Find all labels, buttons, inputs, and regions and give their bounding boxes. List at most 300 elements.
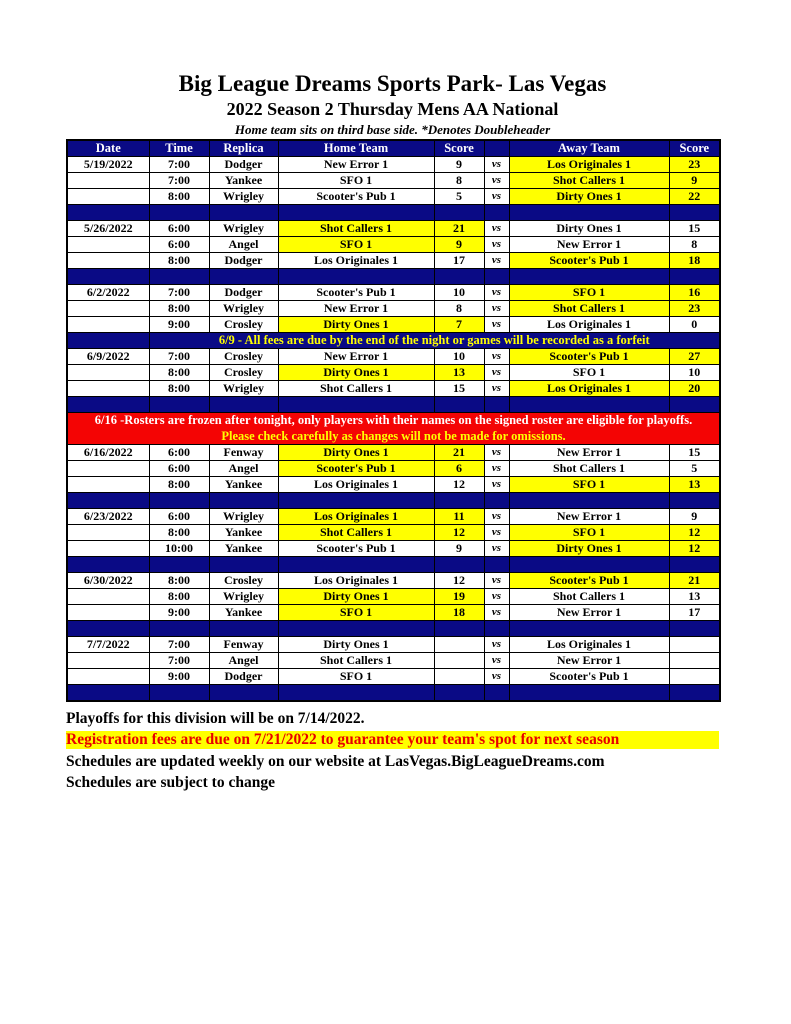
- separator-row: [67, 557, 720, 573]
- replica-cell: Yankee: [209, 525, 278, 541]
- home-score-cell: 18: [434, 605, 484, 621]
- time-cell: 7:00: [149, 285, 209, 301]
- away-score-cell: 8: [669, 237, 720, 253]
- away-score-cell: 12: [669, 525, 720, 541]
- time-cell: 7:00: [149, 637, 209, 653]
- away-score-cell: 17: [669, 605, 720, 621]
- col-header-away-team: Away Team: [509, 140, 669, 157]
- separator-cell: [434, 493, 484, 509]
- page-title: Big League Dreams Sports Park- Las Vegas: [178, 71, 607, 96]
- col-header-away-score: Score: [669, 140, 720, 157]
- time-cell: 6:00: [149, 221, 209, 237]
- home-score-cell: [434, 669, 484, 685]
- home-team-cell: Scooter's Pub 1: [278, 461, 434, 477]
- home-score-cell: 9: [434, 237, 484, 253]
- separator-cell: [509, 397, 669, 413]
- away-score-cell: 23: [669, 157, 720, 173]
- home-score-cell: 8: [434, 173, 484, 189]
- away-score-cell: 15: [669, 445, 720, 461]
- away-score-cell: 9: [669, 173, 720, 189]
- home-team-cell: Los Originales 1: [278, 477, 434, 493]
- away-team-cell: New Error 1: [509, 509, 669, 525]
- separator-cell: [484, 557, 509, 573]
- separator-cell: [209, 621, 278, 637]
- away-score-cell: 12: [669, 541, 720, 557]
- separator-cell: [67, 557, 149, 573]
- vs-label: vs: [484, 669, 509, 685]
- separator-cell: [509, 557, 669, 573]
- vs-label: vs: [484, 445, 509, 461]
- game-row: [67, 349, 720, 365]
- date-cell: [67, 653, 149, 669]
- separator-row: [67, 621, 720, 637]
- home-team-cell: Dirty Ones 1: [278, 589, 434, 605]
- separator-cell: [669, 397, 720, 413]
- away-team-cell: Shot Callers 1: [509, 173, 669, 189]
- time-cell: 6:00: [149, 509, 209, 525]
- game-row: [67, 301, 720, 317]
- separator-cell: [67, 621, 149, 637]
- separator-cell: [509, 269, 669, 285]
- home-team-cell: New Error 1: [278, 349, 434, 365]
- separator-row: [67, 493, 720, 509]
- separator-cell: [209, 557, 278, 573]
- home-team-note: Home team sits on third base side. *Denotes Doubleheader: [234, 122, 551, 137]
- vs-label: vs: [484, 285, 509, 301]
- home-team-cell: Shot Callers 1: [278, 525, 434, 541]
- separator-cell: [209, 493, 278, 509]
- time-cell: 8:00: [149, 189, 209, 205]
- col-header-home-team: Home Team: [278, 140, 434, 157]
- col-header-home-score: Score: [434, 140, 484, 157]
- game-row: [67, 317, 720, 333]
- away-score-cell: 20: [669, 381, 720, 397]
- separator-cell: [434, 685, 484, 702]
- time-cell: 8:00: [149, 301, 209, 317]
- game-row: [67, 189, 720, 205]
- separator-cell: [484, 397, 509, 413]
- date-cell: 6/16/2022: [67, 445, 149, 461]
- away-score-cell: 22: [669, 189, 720, 205]
- separator-cell: [149, 269, 209, 285]
- game-row: [67, 445, 720, 461]
- separator-row: [67, 205, 720, 221]
- date-cell: [67, 461, 149, 477]
- game-row: [67, 461, 720, 477]
- home-team-cell: Dirty Ones 1: [278, 445, 434, 461]
- vs-label: vs: [484, 253, 509, 269]
- home-score-cell: 5: [434, 189, 484, 205]
- replica-cell: Wrigley: [209, 189, 278, 205]
- vs-label: vs: [484, 541, 509, 557]
- time-cell: 8:00: [149, 525, 209, 541]
- home-team-cell: SFO 1: [278, 669, 434, 685]
- time-cell: 8:00: [149, 381, 209, 397]
- fees-banner-date-cell: [67, 333, 149, 349]
- roster-banner-line1: 6/16 -Rosters are frozen after tonight, only players with their names on the signed roster are eligible for playoffs.: [94, 413, 693, 427]
- roster-banner-line2: Please check carefully as changes will not be made for omissions.: [221, 428, 566, 443]
- vs-label: vs: [484, 573, 509, 589]
- vs-label: vs: [484, 157, 509, 173]
- home-team-cell: Dirty Ones 1: [278, 365, 434, 381]
- separator-cell: [67, 685, 149, 702]
- time-cell: 8:00: [149, 477, 209, 493]
- replica-cell: Yankee: [209, 173, 278, 189]
- separator-cell: [509, 205, 669, 221]
- date-cell: [67, 589, 149, 605]
- replica-cell: Crosley: [209, 365, 278, 381]
- separator-cell: [278, 269, 434, 285]
- game-row: [67, 605, 720, 621]
- fees-banner-row: [67, 333, 720, 349]
- date-cell: [67, 525, 149, 541]
- website-note: Schedules are updated weekly on our website at LasVegas.BigLeagueDreams.com: [66, 753, 605, 770]
- separator-cell: [509, 685, 669, 702]
- time-cell: 6:00: [149, 237, 209, 253]
- home-score-cell: 19: [434, 589, 484, 605]
- col-header-replica: Replica: [209, 140, 278, 157]
- game-row: [67, 253, 720, 269]
- away-score-cell: [669, 669, 720, 685]
- home-score-cell: 12: [434, 525, 484, 541]
- separator-cell: [484, 269, 509, 285]
- separator-cell: [669, 493, 720, 509]
- time-cell: 7:00: [149, 157, 209, 173]
- away-team-cell: Scooter's Pub 1: [509, 573, 669, 589]
- home-score-cell: 11: [434, 509, 484, 525]
- col-header-time: Time: [149, 140, 209, 157]
- date-cell: [67, 173, 149, 189]
- home-score-cell: 7: [434, 317, 484, 333]
- separator-cell: [509, 493, 669, 509]
- date-cell: [67, 189, 149, 205]
- game-row: [67, 237, 720, 253]
- time-cell: 7:00: [149, 349, 209, 365]
- game-row: [67, 637, 720, 653]
- separator-cell: [278, 685, 434, 702]
- fees-banner-text: 6/9 - All fees are due by the end of the night or games will be recorded as a forfeit: [149, 333, 720, 349]
- home-score-cell: 12: [434, 477, 484, 493]
- vs-label: vs: [484, 301, 509, 317]
- separator-cell: [278, 557, 434, 573]
- home-team-cell: Shot Callers 1: [278, 381, 434, 397]
- time-cell: 9:00: [149, 317, 209, 333]
- away-score-cell: 15: [669, 221, 720, 237]
- home-team-cell: Los Originales 1: [278, 509, 434, 525]
- vs-label: vs: [484, 589, 509, 605]
- vs-label: vs: [484, 461, 509, 477]
- separator-cell: [209, 397, 278, 413]
- time-cell: 8:00: [149, 365, 209, 381]
- separator-cell: [67, 493, 149, 509]
- separator-cell: [67, 397, 149, 413]
- away-team-cell: Scooter's Pub 1: [509, 253, 669, 269]
- home-team-cell: Dirty Ones 1: [278, 317, 434, 333]
- away-score-cell: 18: [669, 253, 720, 269]
- replica-cell: Angel: [209, 237, 278, 253]
- home-team-cell: SFO 1: [278, 237, 434, 253]
- col-header-date: Date: [67, 140, 149, 157]
- date-cell: [67, 669, 149, 685]
- away-team-cell: SFO 1: [509, 477, 669, 493]
- separator-cell: [484, 621, 509, 637]
- away-team-cell: Shot Callers 1: [509, 589, 669, 605]
- replica-cell: Crosley: [209, 349, 278, 365]
- away-team-cell: SFO 1: [509, 365, 669, 381]
- separator-cell: [278, 493, 434, 509]
- roster-banner-row: [67, 413, 720, 445]
- vs-label: vs: [484, 237, 509, 253]
- separator-cell: [669, 557, 720, 573]
- date-cell: 6/23/2022: [67, 509, 149, 525]
- away-team-cell: New Error 1: [509, 653, 669, 669]
- home-score-cell: 10: [434, 349, 484, 365]
- separator-cell: [434, 397, 484, 413]
- date-cell: 5/26/2022: [67, 221, 149, 237]
- table-header-row: [67, 140, 720, 157]
- away-score-cell: [669, 637, 720, 653]
- schedule-table: [66, 139, 721, 702]
- game-row: [67, 525, 720, 541]
- separator-cell: [434, 205, 484, 221]
- vs-label: vs: [484, 365, 509, 381]
- separator-cell: [434, 557, 484, 573]
- home-team-cell: Dirty Ones 1: [278, 637, 434, 653]
- game-row: [67, 157, 720, 173]
- game-row: [67, 173, 720, 189]
- away-team-cell: Scooter's Pub 1: [509, 349, 669, 365]
- separator-cell: [209, 269, 278, 285]
- date-cell: [67, 477, 149, 493]
- separator-cell: [484, 205, 509, 221]
- away-score-cell: 9: [669, 509, 720, 525]
- vs-label: vs: [484, 477, 509, 493]
- time-cell: 9:00: [149, 605, 209, 621]
- date-cell: [67, 317, 149, 333]
- date-cell: 7/7/2022: [67, 637, 149, 653]
- home-team-cell: New Error 1: [278, 157, 434, 173]
- home-score-cell: 8: [434, 301, 484, 317]
- date-cell: 6/9/2022: [67, 349, 149, 365]
- time-cell: 8:00: [149, 573, 209, 589]
- home-score-cell: 9: [434, 541, 484, 557]
- time-cell: 6:00: [149, 445, 209, 461]
- separator-cell: [149, 397, 209, 413]
- away-team-cell: Dirty Ones 1: [509, 189, 669, 205]
- separator-cell: [434, 621, 484, 637]
- vs-label: vs: [484, 605, 509, 621]
- replica-cell: Wrigley: [209, 221, 278, 237]
- away-team-cell: Shot Callers 1: [509, 461, 669, 477]
- vs-label: vs: [484, 653, 509, 669]
- away-score-cell: 23: [669, 301, 720, 317]
- separator-cell: [484, 685, 509, 702]
- away-score-cell: 13: [669, 589, 720, 605]
- away-score-cell: 10: [669, 365, 720, 381]
- page-header: [66, 0, 719, 138]
- col-header-vs: [484, 140, 509, 157]
- away-score-cell: 27: [669, 349, 720, 365]
- game-row: [67, 365, 720, 381]
- home-team-cell: Scooter's Pub 1: [278, 285, 434, 301]
- separator-cell: [434, 269, 484, 285]
- replica-cell: Crosley: [209, 573, 278, 589]
- separator-cell: [278, 621, 434, 637]
- vs-label: vs: [484, 221, 509, 237]
- away-team-cell: SFO 1: [509, 525, 669, 541]
- vs-label: vs: [484, 173, 509, 189]
- replica-cell: Dodger: [209, 253, 278, 269]
- away-score-cell: 5: [669, 461, 720, 477]
- replica-cell: Wrigley: [209, 509, 278, 525]
- away-team-cell: SFO 1: [509, 285, 669, 301]
- separator-row: [67, 269, 720, 285]
- away-score-cell: 13: [669, 477, 720, 493]
- separator-cell: [669, 621, 720, 637]
- away-team-cell: New Error 1: [509, 605, 669, 621]
- replica-cell: Yankee: [209, 605, 278, 621]
- separator-cell: [669, 269, 720, 285]
- date-cell: 6/30/2022: [67, 573, 149, 589]
- home-score-cell: 21: [434, 445, 484, 461]
- separator-cell: [278, 397, 434, 413]
- away-team-cell: Dirty Ones 1: [509, 541, 669, 557]
- replica-cell: Fenway: [209, 637, 278, 653]
- vs-label: vs: [484, 189, 509, 205]
- time-cell: 7:00: [149, 653, 209, 669]
- registration-note: Registration fees are due on 7/21/2022 to guarantee your team's spot for next season: [66, 731, 719, 749]
- home-score-cell: [434, 653, 484, 669]
- game-row: [67, 653, 720, 669]
- vs-label: vs: [484, 349, 509, 365]
- away-team-cell: Dirty Ones 1: [509, 221, 669, 237]
- game-row: [67, 589, 720, 605]
- separator-cell: [149, 205, 209, 221]
- replica-cell: Wrigley: [209, 589, 278, 605]
- date-cell: 5/19/2022: [67, 157, 149, 173]
- away-score-cell: 0: [669, 317, 720, 333]
- vs-label: vs: [484, 381, 509, 397]
- vs-label: vs: [484, 509, 509, 525]
- separator-cell: [278, 205, 434, 221]
- away-team-cell: Los Originales 1: [509, 381, 669, 397]
- home-team-cell: Los Originales 1: [278, 253, 434, 269]
- home-team-cell: Shot Callers 1: [278, 653, 434, 669]
- separator-row: [67, 397, 720, 413]
- separator-cell: [669, 205, 720, 221]
- vs-label: vs: [484, 637, 509, 653]
- away-team-cell: Shot Callers 1: [509, 301, 669, 317]
- vs-label: vs: [484, 317, 509, 333]
- replica-cell: Wrigley: [209, 381, 278, 397]
- separator-cell: [149, 493, 209, 509]
- home-score-cell: 12: [434, 573, 484, 589]
- replica-cell: Fenway: [209, 445, 278, 461]
- separator-row: [67, 685, 720, 702]
- away-score-cell: [669, 653, 720, 669]
- game-row: [67, 541, 720, 557]
- date-cell: [67, 301, 149, 317]
- time-cell: 9:00: [149, 669, 209, 685]
- time-cell: 6:00: [149, 461, 209, 477]
- time-cell: 10:00: [149, 541, 209, 557]
- home-team-cell: Scooter's Pub 1: [278, 189, 434, 205]
- game-row: [67, 509, 720, 525]
- separator-cell: [149, 685, 209, 702]
- separator-cell: [149, 621, 209, 637]
- replica-cell: Yankee: [209, 477, 278, 493]
- home-score-cell: 15: [434, 381, 484, 397]
- home-team-cell: SFO 1: [278, 605, 434, 621]
- game-row: [67, 573, 720, 589]
- home-team-cell: Shot Callers 1: [278, 221, 434, 237]
- home-score-cell: [434, 637, 484, 653]
- home-score-cell: 9: [434, 157, 484, 173]
- away-team-cell: New Error 1: [509, 445, 669, 461]
- page-footer: [66, 710, 719, 792]
- separator-cell: [509, 621, 669, 637]
- home-score-cell: 10: [434, 285, 484, 301]
- home-score-cell: 13: [434, 365, 484, 381]
- separator-cell: [669, 685, 720, 702]
- away-team-cell: Scooter's Pub 1: [509, 669, 669, 685]
- time-cell: 8:00: [149, 253, 209, 269]
- away-team-cell: New Error 1: [509, 237, 669, 253]
- separator-cell: [209, 205, 278, 221]
- game-row: [67, 381, 720, 397]
- replica-cell: Yankee: [209, 541, 278, 557]
- date-cell: [67, 605, 149, 621]
- away-score-cell: 16: [669, 285, 720, 301]
- game-row: [67, 477, 720, 493]
- date-cell: [67, 253, 149, 269]
- date-cell: [67, 381, 149, 397]
- date-cell: 6/2/2022: [67, 285, 149, 301]
- separator-cell: [67, 269, 149, 285]
- replica-cell: Wrigley: [209, 301, 278, 317]
- subject-to-change-note: Schedules are subject to change: [66, 774, 275, 791]
- game-row: [67, 285, 720, 301]
- date-cell: [67, 237, 149, 253]
- game-row: [67, 669, 720, 685]
- game-row: [67, 221, 720, 237]
- home-score-cell: 21: [434, 221, 484, 237]
- home-team-cell: Los Originales 1: [278, 573, 434, 589]
- vs-label: vs: [484, 525, 509, 541]
- home-score-cell: 6: [434, 461, 484, 477]
- away-team-cell: Los Originales 1: [509, 317, 669, 333]
- replica-cell: Dodger: [209, 285, 278, 301]
- away-score-cell: 21: [669, 573, 720, 589]
- replica-cell: Dodger: [209, 157, 278, 173]
- time-cell: 8:00: [149, 589, 209, 605]
- replica-cell: Angel: [209, 461, 278, 477]
- replica-cell: Crosley: [209, 317, 278, 333]
- date-cell: [67, 365, 149, 381]
- separator-cell: [484, 493, 509, 509]
- separator-cell: [149, 557, 209, 573]
- page-subtitle: 2022 Season 2 Thursday Mens AA National: [226, 99, 559, 119]
- replica-cell: Dodger: [209, 669, 278, 685]
- playoffs-note: Playoffs for this division will be on 7/14/2022.: [66, 710, 365, 727]
- away-team-cell: Los Originales 1: [509, 637, 669, 653]
- replica-cell: Angel: [209, 653, 278, 669]
- home-team-cell: Scooter's Pub 1: [278, 541, 434, 557]
- time-cell: 7:00: [149, 173, 209, 189]
- home-score-cell: 17: [434, 253, 484, 269]
- roster-banner: [67, 413, 720, 445]
- separator-cell: [67, 205, 149, 221]
